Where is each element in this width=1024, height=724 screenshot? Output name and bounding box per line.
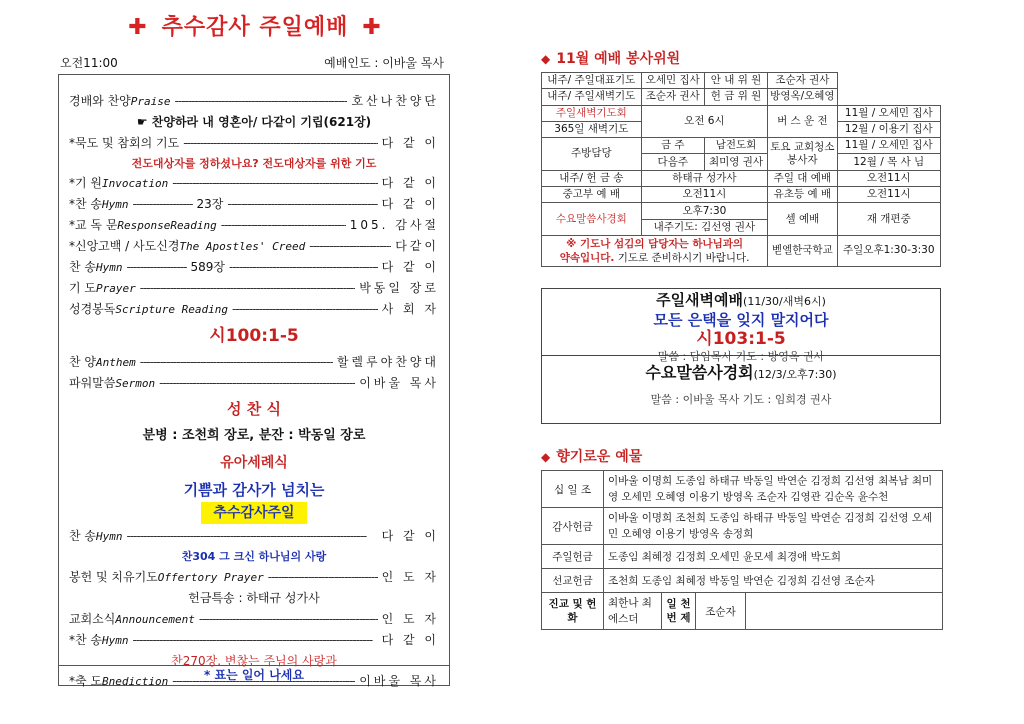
dash-leader bbox=[127, 257, 187, 278]
table-cell: 이바울 이명희 조천희 도종임 하태규 박동일 박연순 김정희 김선영 오세민 오혜영 이용기 방영옥 송정희 bbox=[604, 508, 943, 545]
dash-leader bbox=[175, 91, 348, 112]
table-cell: 주방담당 bbox=[542, 138, 642, 171]
order-row bbox=[69, 194, 439, 215]
closing-hymn-note: 찬270장. 변찮는 주님의 사랑과 bbox=[171, 654, 337, 668]
dash-leader bbox=[309, 236, 391, 257]
dawn-service-box bbox=[541, 288, 941, 424]
table-row bbox=[542, 138, 941, 154]
volunteers-table bbox=[541, 72, 941, 267]
dawn-title bbox=[542, 289, 940, 311]
table-cell: 11월 / 오세민 집사 bbox=[837, 105, 940, 121]
cross-icon: ✚ bbox=[128, 15, 148, 40]
row-english: Offertory Prayer bbox=[157, 571, 264, 584]
dash-leader bbox=[227, 194, 377, 215]
offerings-title bbox=[541, 446, 642, 466]
table-cell: 금 주 bbox=[641, 138, 704, 154]
table-cell: 내주/ 주일새벽기도 bbox=[542, 89, 642, 105]
note-part: 약속입니다. bbox=[559, 251, 615, 264]
row-value: 인 도 자 bbox=[381, 570, 439, 584]
table-cell: 11월 / 오세민 집사 bbox=[837, 138, 940, 154]
table-cell: 버 스 운 전 bbox=[768, 105, 837, 138]
table-cell: 하태규 성가사 bbox=[641, 170, 768, 186]
order-row bbox=[69, 609, 439, 630]
row-english: Hymn bbox=[96, 530, 123, 543]
theme-highlight-wrap bbox=[69, 502, 439, 526]
table-cell: 주일헌금 bbox=[542, 545, 604, 569]
cross-icon: ✚ bbox=[362, 15, 382, 40]
section-title-text: 11월 예배 봉사위원 bbox=[556, 51, 681, 67]
row-label: *교 독 문 bbox=[69, 218, 118, 232]
table-cell: 조순자 권사 bbox=[641, 89, 704, 105]
table-cell: 재 개편중 bbox=[837, 203, 940, 236]
stand-note: * 표는 일어 나세요 bbox=[59, 665, 449, 685]
row-value: 이바울 목사 bbox=[359, 376, 439, 390]
dash-leader bbox=[140, 352, 333, 373]
table-row bbox=[542, 508, 943, 545]
dawn-service bbox=[542, 289, 940, 363]
dash-leader bbox=[127, 526, 378, 547]
table-cell: 벧엘한국학교 bbox=[768, 235, 837, 266]
row-value: 다 같 이 bbox=[381, 197, 439, 211]
wed-title-text: 수요말씀사경회 bbox=[645, 363, 754, 382]
row-english: Sermon bbox=[115, 377, 156, 390]
row-hymn-number: 589장 bbox=[190, 260, 225, 274]
diamond-icon: ◆ bbox=[541, 450, 551, 464]
row-english: The Apostles' Creed bbox=[179, 240, 306, 253]
row-english: Invocation bbox=[102, 177, 169, 190]
table-cell: 내주기도: 김선영 권사 bbox=[641, 219, 768, 235]
table-cell: 12월 / 이용기 집사 bbox=[837, 121, 940, 137]
dawn-title-sub: (11/30/새벽6시) bbox=[743, 295, 826, 308]
table-cell: 오후7:30 bbox=[641, 203, 768, 219]
table-cell: 도종임 최혜정 김정희 오세민 윤모세 최경애 박도희 bbox=[604, 545, 943, 569]
table-cell: 안 내 위 원 bbox=[704, 73, 767, 89]
row-label: *축 도 bbox=[69, 674, 102, 688]
table-cell: 주일오후1:30-3:30 bbox=[837, 235, 940, 266]
table-row bbox=[542, 569, 943, 593]
scripture-verse: 시100:1-5 bbox=[209, 326, 299, 346]
order-row bbox=[69, 215, 439, 236]
row-value: 다같이 bbox=[395, 239, 439, 253]
row-hymn-number: 23장 bbox=[196, 197, 224, 211]
table-row bbox=[542, 105, 941, 121]
order-row bbox=[69, 236, 439, 257]
row-value: 다 같 이 bbox=[381, 136, 439, 150]
theme-highlight: 추수감사주일 bbox=[201, 502, 306, 524]
row-value: 105. 감사절 bbox=[349, 218, 439, 232]
title-text: 추수감사 주일예배 bbox=[161, 15, 349, 40]
table-cell: 오전11시 bbox=[837, 170, 940, 186]
dawn-title-text: 주일새벽예배 bbox=[656, 291, 744, 309]
wed-title bbox=[542, 362, 940, 384]
dash-leader bbox=[221, 215, 346, 236]
row-value: 호산나찬양단 bbox=[351, 94, 439, 108]
row-value: 다 같 이 bbox=[381, 633, 439, 647]
dash-leader bbox=[133, 194, 193, 215]
wed-info: 말씀 : 이바울 목사 기도 : 임희경 권사 bbox=[650, 393, 832, 406]
dash-leader bbox=[172, 173, 377, 194]
table-cell: 내주/ 주일대표기도 bbox=[542, 73, 642, 89]
note-part: 기도로 준비하시기 바랍니다. bbox=[614, 251, 750, 264]
row-label: *찬 송 bbox=[69, 197, 102, 211]
hymn-note: 찬304 그 크신 하나님의 사랑 bbox=[181, 550, 327, 563]
row-label: 찬 송 bbox=[69, 260, 96, 274]
wed-title-sub: (12/3/오후7:30) bbox=[753, 368, 837, 381]
row-value: 박동일 장로 bbox=[359, 281, 439, 295]
table-cell: 오전11시 bbox=[641, 187, 768, 203]
row-english: ResponseReading bbox=[117, 219, 217, 232]
table-cell: 남전도회 bbox=[704, 138, 767, 154]
table-cell: 진교 및 헌 화 bbox=[542, 593, 604, 630]
table-row bbox=[542, 545, 943, 569]
table-cell: 오전 6시 bbox=[641, 105, 768, 138]
offering-row bbox=[69, 567, 439, 588]
table-cell: 선교헌금 bbox=[542, 569, 604, 593]
row-label: 찬 양 bbox=[69, 355, 96, 369]
row-label: *신앙고백 / 사도신경 bbox=[69, 239, 180, 253]
row-label: *찬 송 bbox=[69, 633, 102, 647]
dash-leader bbox=[183, 133, 377, 154]
service-time: 오전11:00 bbox=[60, 56, 118, 70]
hymn-callout: ☛ 찬양하라 내 영혼아/ 다같이 기립(621장) bbox=[136, 115, 372, 129]
table-row bbox=[542, 235, 941, 266]
table-cell: 감사헌금 bbox=[542, 508, 604, 545]
table-row bbox=[542, 593, 943, 630]
infant-baptism-title: 유아세례식 bbox=[220, 455, 288, 471]
table-cell: 조순자 권사 bbox=[768, 73, 837, 89]
evangelism-note: 전도대상자를 정하셨나요? 전도대상자를 위한 기도 bbox=[131, 157, 377, 170]
dash-leader bbox=[229, 257, 378, 278]
communion-title: 성 찬 식 bbox=[227, 400, 281, 418]
table-cell: 365일 새벽기도 bbox=[542, 121, 642, 137]
table-row bbox=[542, 170, 941, 186]
table-row bbox=[542, 187, 941, 203]
row-label: 기 도 bbox=[69, 281, 96, 295]
wednesday-service bbox=[542, 362, 940, 429]
dash-leader bbox=[133, 630, 378, 651]
table-cell: 주일 대 예배 bbox=[768, 170, 837, 186]
row-label: 교회소식 bbox=[69, 612, 116, 626]
row-english: Prayer bbox=[96, 282, 136, 295]
table-cell bbox=[746, 593, 943, 630]
row-english: Hymn bbox=[102, 198, 129, 211]
table-cell: 중고부 예 배 bbox=[542, 187, 642, 203]
table-cell bbox=[542, 235, 768, 266]
theme-line: 기쁨과 감사가 넘치는 bbox=[183, 481, 325, 499]
order-row bbox=[69, 630, 439, 651]
table-row bbox=[542, 203, 941, 219]
diamond-icon: ◆ bbox=[541, 52, 551, 66]
dash-leader bbox=[140, 278, 355, 299]
dash-leader bbox=[232, 299, 378, 320]
table-cell: 이바울 이명희 도종임 하태규 박동일 박연순 김정희 김선영 최복남 최미영 오세민 오혜영 이용기 방영옥 조순자 김영관 김순옥 윤수천 bbox=[604, 471, 943, 508]
row-label: 봉헌 및 치유기도 bbox=[69, 570, 158, 584]
dash-leader bbox=[199, 609, 378, 630]
table-cell: 방영옥/오혜영 bbox=[768, 89, 837, 105]
row-english: Anthem bbox=[96, 356, 136, 369]
row-label: 경배와 찬양 bbox=[69, 94, 131, 108]
table-cell: 최미영 권사 bbox=[704, 154, 767, 170]
table-cell: 12월 / 목 사 님 bbox=[837, 154, 940, 170]
row-english: Scripture Reading bbox=[115, 303, 228, 316]
table-row bbox=[542, 89, 941, 105]
table-cell: 주일새벽기도회 bbox=[542, 105, 642, 121]
order-row bbox=[69, 373, 439, 394]
service-leader: 예배인도 : 이바울 목사 bbox=[324, 56, 444, 70]
table-row bbox=[542, 73, 941, 89]
row-value: 이바울 목사 bbox=[359, 674, 439, 688]
table-cell: 최한나 최에스더 bbox=[604, 593, 662, 630]
row-value: 다 같 이 bbox=[381, 529, 439, 543]
order-row bbox=[69, 352, 439, 373]
table-cell: 수요말씀사경회 bbox=[542, 203, 642, 236]
page-title bbox=[60, 10, 450, 41]
row-label: 성경봉독 bbox=[69, 302, 116, 316]
order-row bbox=[69, 526, 439, 547]
table-cell: 토요 교회청소 봉사자 bbox=[768, 138, 837, 171]
table-cell: 내주/ 헌 금 송 bbox=[542, 170, 642, 186]
section-title-text: 향기로운 예물 bbox=[556, 449, 643, 465]
row-value: 인 도 자 bbox=[381, 612, 439, 626]
row-value: 할렐루야찬양대 bbox=[336, 355, 439, 369]
dash-leader bbox=[268, 567, 378, 588]
dawn-theme: 모든 은택을 잊지 말지어다 bbox=[653, 311, 829, 329]
note-line: ※ 기도나 섬김의 담당자는 하나님과의 bbox=[566, 237, 744, 250]
order-row bbox=[69, 91, 439, 112]
row-value: 사 회 자 bbox=[381, 302, 439, 316]
row-label: *기 원 bbox=[69, 176, 102, 190]
row-english: Announcement bbox=[115, 613, 195, 626]
table-cell: 일 천 번 제 bbox=[662, 593, 696, 630]
row-label: 파워말씀 bbox=[69, 376, 116, 390]
special-music: 헌금특송 : 하태규 성가사 bbox=[188, 591, 320, 605]
table-row bbox=[542, 471, 943, 508]
table-cell: 다음주 bbox=[641, 154, 704, 170]
row-value: 다 같 이 bbox=[381, 176, 439, 190]
table-cell: 오세민 집사 bbox=[641, 73, 704, 89]
row-english: Praise bbox=[130, 95, 171, 108]
table-cell: 유초등 예 배 bbox=[768, 187, 837, 203]
table-cell: 십 일 조 bbox=[542, 471, 604, 508]
table-cell: 조천희 도종임 최혜정 박동일 박연순 김정희 김선영 조순자 bbox=[604, 569, 943, 593]
order-row bbox=[69, 278, 439, 299]
dash-leader bbox=[159, 373, 355, 394]
order-of-worship bbox=[58, 74, 450, 686]
order-row bbox=[69, 173, 439, 194]
offerings-table bbox=[541, 470, 943, 630]
row-english: Hymn bbox=[96, 261, 123, 274]
communion-serving: 분병 : 조천희 장로, 분잔 : 박동일 장로 bbox=[142, 428, 366, 443]
table-cell: 조순자 bbox=[696, 593, 746, 630]
order-row bbox=[69, 257, 439, 278]
dawn-info: 말씀 : 담임목사 기도 : 방영옥 권사 bbox=[657, 350, 825, 363]
row-english: Bnediction bbox=[102, 675, 169, 688]
dawn-verse: 시103:1-5 bbox=[696, 329, 786, 349]
table-cell: 셀 예배 bbox=[768, 203, 837, 236]
row-label: *묵도 및 참회의 기도 bbox=[69, 136, 180, 150]
row-value: 다 같 이 bbox=[381, 260, 439, 274]
row-english: Hymn bbox=[102, 634, 129, 647]
table-cell: 헌 금 위 원 bbox=[704, 89, 767, 105]
order-row bbox=[69, 133, 439, 154]
row-label: 찬 송 bbox=[69, 529, 96, 543]
order-row bbox=[69, 299, 439, 320]
table-cell: 오전11시 bbox=[837, 187, 940, 203]
service-volunteers-title bbox=[541, 48, 680, 68]
